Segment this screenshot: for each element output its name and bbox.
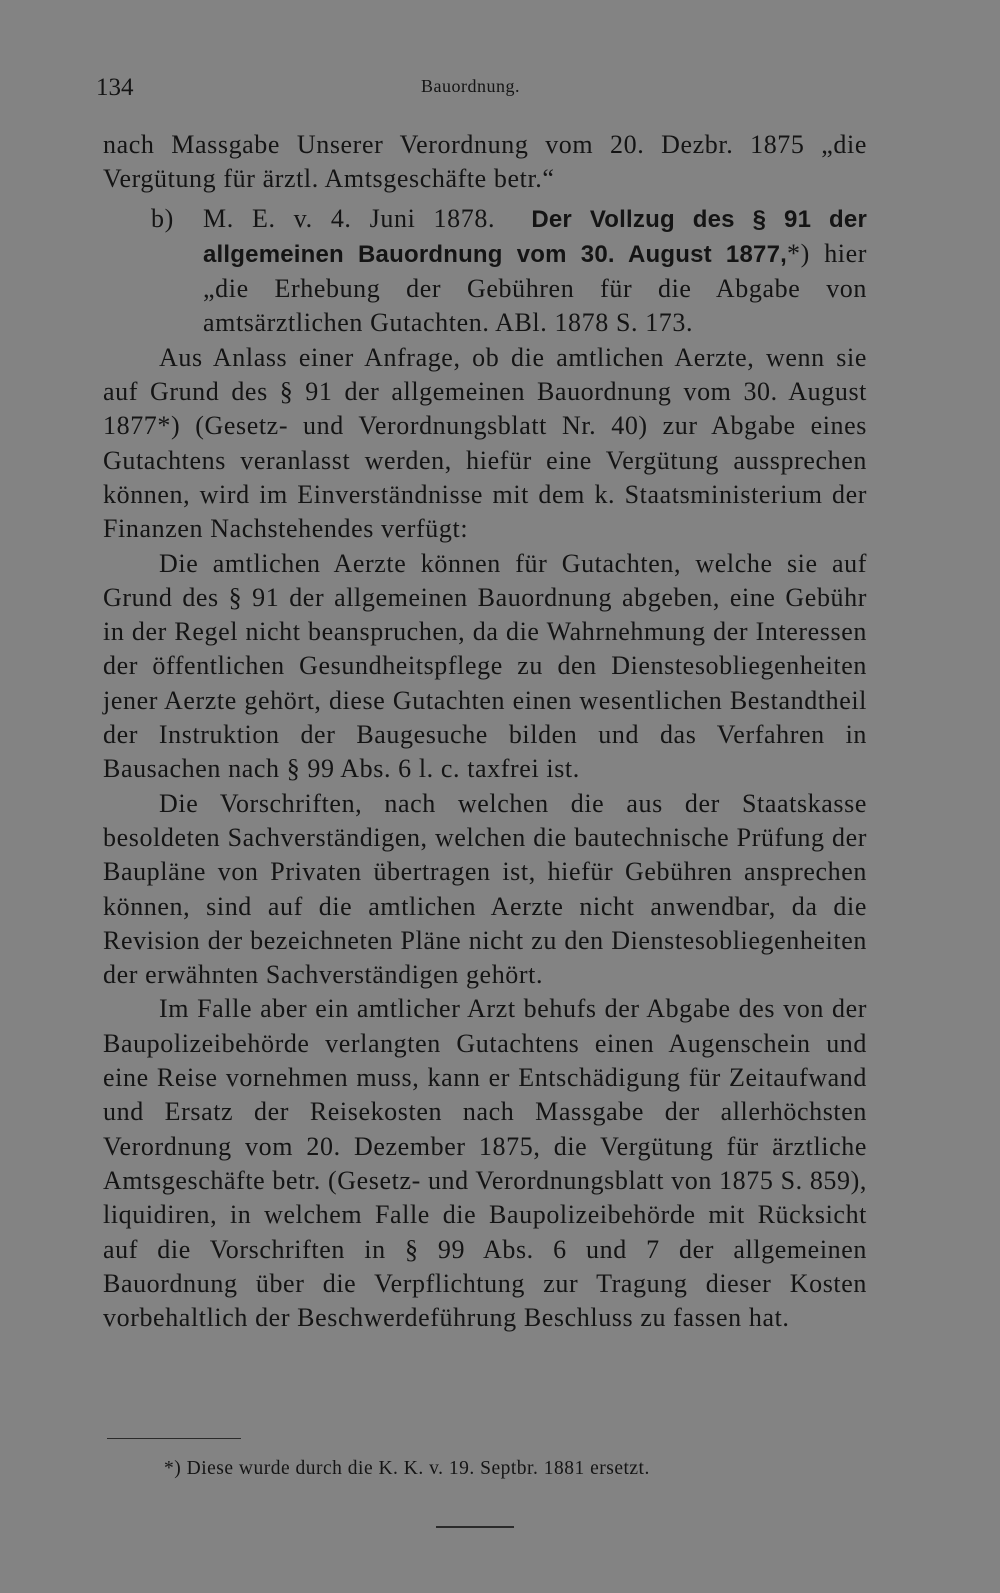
list-item-body [203, 202, 867, 341]
paragraph: Die Vorschriften, nach welchen die aus der Staatskasse besoldeten Sachverständigen, welchen die bautechnische Prüfung der Baupläne von Privaten übertragen ist, hiefür Gebühren ansprechen können, sind auf die amtlichen Aerzte nicht anwendbar, da die Revision der bezeichneten Pläne nicht zu den Dienstesobliegenheiten der erwähnten Sachverständigen gehört. [103, 788, 867, 990]
decree-reference: M. E. v. 4. Juni 1878. [203, 203, 496, 233]
main-text [103, 128, 867, 1335]
footnote: *) Diese wurde durch die K. K. v. 19. Septbr. 1881 ersetzt. [164, 1458, 650, 1479]
page-end-rule [436, 1526, 514, 1528]
page-header [96, 70, 876, 110]
page-number: 134 [96, 74, 134, 101]
list-item-label: b) [151, 203, 174, 233]
running-head: Bauordnung. [421, 76, 520, 96]
decree-subject: *) hier „die Erhebung der Gebühren für die Abgabe von amtsärztlichen Gutachten. ABl. 1878 S. 173. [203, 238, 868, 338]
footnote-divider [107, 1438, 241, 1439]
paragraph: Aus Anlass einer Anfrage, ob die amtlichen Aerzte, wenn sie auf Grund des § 91 der allgemeinen Bauordnung vom 30. August 1877*) (Gesetz- und Verordnungsblatt Nr. 40) zur Abgabe eines Gutachtens veranlasst werden, hiefür eine Vergütung aussprechen können, wird im Einverständnisse mit dem k. Staatsministerium der Finanzen Nachstehendes verfügt: [103, 342, 867, 544]
list-item-b [103, 202, 867, 341]
decree-title: Der Vollzug des § 91 der allgemeinen Bauordnung vom 30. August 1877, [203, 205, 867, 268]
paragraph: Die amtlichen Aerzte können für Gutachten, welche sie auf Grund des § 91 der allgemeinen Bauordnung abgeben, eine Gebühr in der Regel nicht beanspruchen, da die Wahrnehmung der Interessen der öffentlichen Gesundheitspflege zu den Dienstesobliegenheiten jener Aerzte gehört, diese Gutachten einen wesentlichen Bestandtheil der Instruktion der Baugesuche bilden und das Verfahren in Bausachen nach § 99 Abs. 6 l. c. taxfrei ist. [103, 548, 867, 784]
paragraph: Im Falle aber ein amtlicher Arzt behufs der Abgabe des von der Baupolizeibehörde verlangten Gutachtens einen Augenschein und eine Reise vornehmen muss, kann er Entschädigung für Zeitaufwand und Ersatz der Reisekosten nach Massgabe der allerhöchsten Verordnung vom 20. Dezember 1875, die Vergütung für ärztliche Amtsgeschäfte betr. (Gesetz- und Verordnungsblatt von 1875 S. 859), liquidiren, in welchem Falle die Baupolizeibehörde mit Rücksicht auf die Vorschriften in § 99 Abs. 6 und 7 der allgemeinen Bauordnung über die Verpflichtung zur Tragung dieser Kosten vorbehaltlich der Beschwerdeführung Beschluss zu fassen hat. [103, 994, 867, 1333]
paragraph-continuation: nach Massgabe Unserer Verordnung vom 20. Dezbr. 1875 „die Vergütung für ärztl. Amtsgeschäfte betr.“ [103, 130, 867, 194]
